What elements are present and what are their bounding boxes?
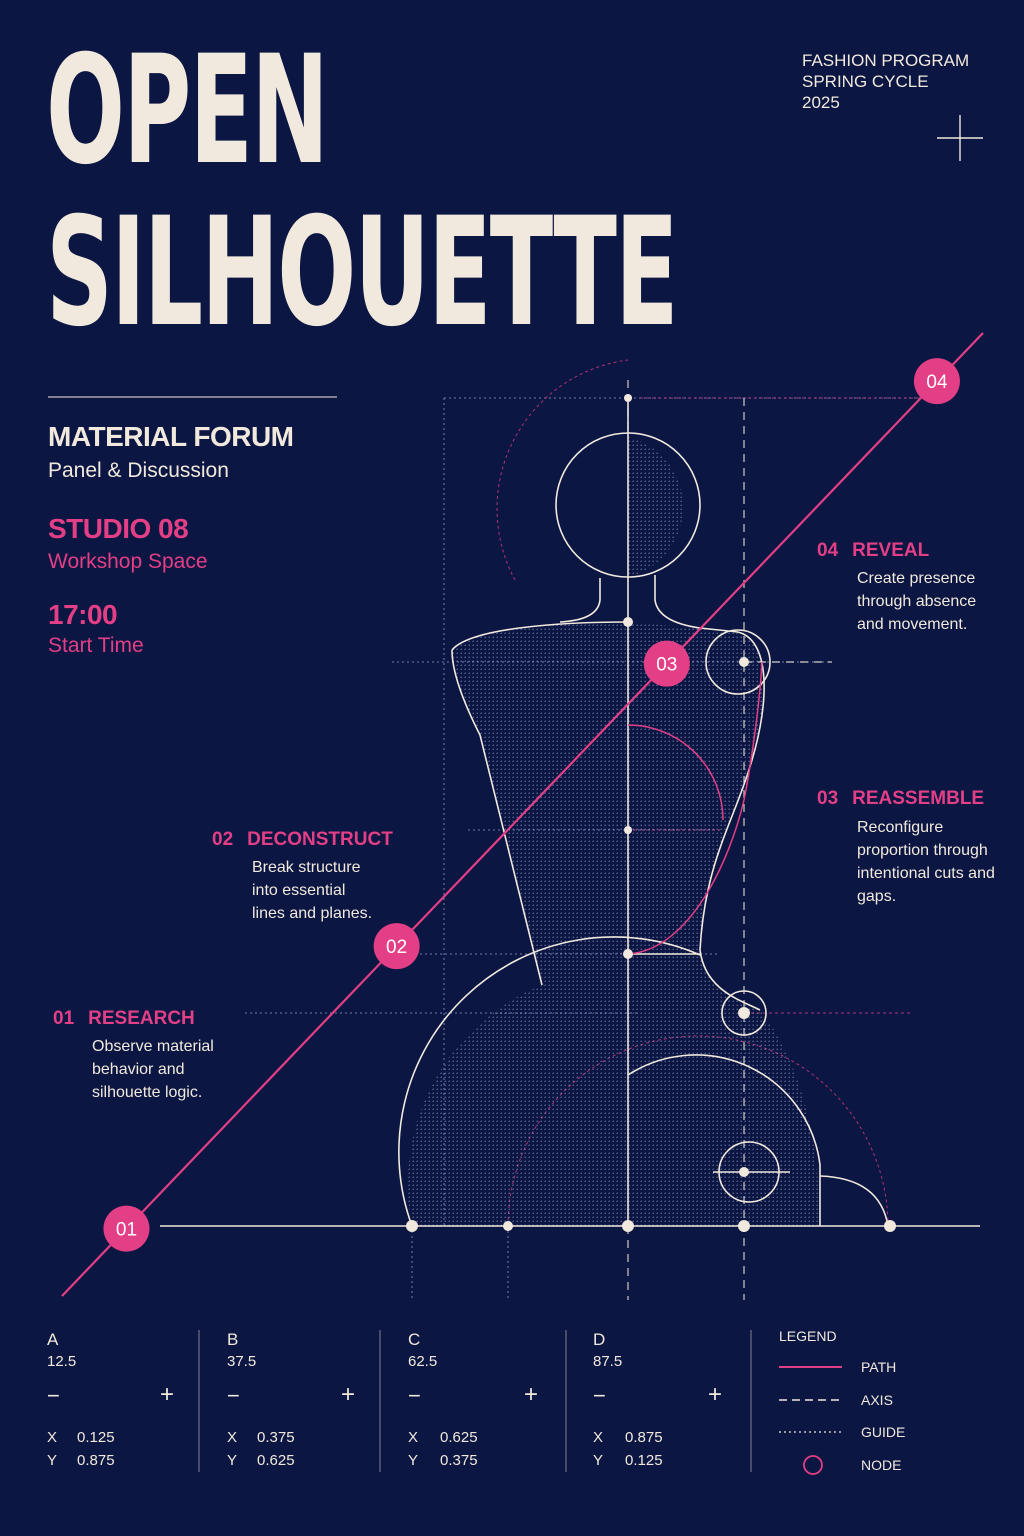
stat-c-y-label: Y [408, 1452, 419, 1469]
step-04-desc: Create presence through absence and movement. [857, 570, 977, 633]
program-line-1: FASHION PROGRAM [802, 51, 970, 70]
step-02-number: 02 [212, 829, 234, 850]
stat-a-x: 0.125 [77, 1429, 115, 1446]
stat-c-label: C [408, 1330, 421, 1349]
step-01-number: 01 [53, 1008, 75, 1029]
stat-b-minus-icon[interactable]: − [227, 1383, 240, 1408]
title-line-1: OPEN [46, 24, 328, 198]
stat-a-value: 12.5 [47, 1353, 77, 1370]
stat-d-x: 0.875 [625, 1429, 663, 1446]
stat-a-y: 0.875 [77, 1452, 115, 1469]
stat-a-y-label: Y [47, 1452, 58, 1469]
legend-item-path: PATH [861, 1359, 897, 1375]
stat-b-y: 0.625 [257, 1452, 295, 1469]
step-03-title [817, 788, 984, 810]
dot-fill [408, 437, 820, 1226]
legend-item-axis: AXIS [861, 1392, 893, 1408]
stat-c-x: 0.625 [440, 1429, 478, 1446]
stat-d-plus-icon[interactable]: + [708, 1381, 723, 1408]
event-venue-sub: Workshop Space [48, 550, 208, 573]
event-venue: STUDIO 08 [48, 513, 189, 544]
legend-item-node: NODE [861, 1457, 902, 1473]
step-03-desc: Reconfigure proportion through intentional cuts and gaps. [857, 819, 995, 905]
stat-b-x: 0.375 [257, 1429, 295, 1446]
step-01-label: RESEARCH [88, 1008, 195, 1029]
stat-b-label: B [227, 1330, 239, 1349]
stat-b-y-label: Y [227, 1452, 238, 1469]
program-line-2: SPRING CYCLE [802, 72, 929, 91]
step-04-title [817, 540, 929, 562]
path-node-label-01: 01 [115, 1219, 138, 1241]
stat-d-x-label: X [593, 1429, 604, 1446]
stat-a-x-label: X [47, 1429, 58, 1446]
stat-c-y: 0.375 [440, 1452, 478, 1469]
stat-d-minus-icon[interactable]: − [593, 1383, 606, 1408]
step-03-number: 03 [817, 788, 839, 809]
stat-b-value: 37.5 [227, 1353, 257, 1370]
step-04-label: REVEAL [852, 540, 930, 561]
stat-b-plus-icon[interactable]: + [341, 1381, 356, 1408]
stat-d-value: 87.5 [593, 1353, 623, 1370]
step-04-number: 04 [817, 540, 839, 561]
stat-d-y: 0.125 [625, 1452, 663, 1469]
legend-symbols [779, 1367, 842, 1474]
stat-dividers [199, 1330, 751, 1472]
stat-d-y-label: Y [593, 1452, 604, 1469]
stat-a-minus-icon[interactable]: − [47, 1383, 60, 1408]
event-time-sub: Start Time [48, 634, 144, 657]
event-subtitle: Panel & Discussion [48, 459, 229, 482]
event-name: MATERIAL FORUM [48, 421, 294, 452]
stat-c-value: 62.5 [408, 1353, 438, 1370]
stat-a-plus-icon[interactable]: + [160, 1381, 175, 1408]
crosshair-icon [937, 115, 983, 161]
step-01-desc: Observe material behavior and silhouette logic. [92, 1038, 214, 1101]
path-node-label-04: 04 [926, 372, 948, 394]
stat-c-plus-icon[interactable]: + [524, 1381, 539, 1408]
title-line-2: SILHOUETTE [46, 186, 677, 360]
path-node-label-03: 03 [656, 654, 678, 676]
stat-d-label: D [593, 1330, 606, 1349]
stat-c-x-label: X [408, 1429, 419, 1446]
step-02-label: DECONSTRUCT [247, 829, 393, 850]
legend-item-guide: GUIDE [861, 1424, 906, 1440]
legend-node-symbol [804, 1456, 822, 1474]
step-03-label: REASSEMBLE [852, 788, 985, 809]
legend-title: LEGEND [779, 1328, 837, 1344]
step-02-desc: Break structure into essential lines and planes. [252, 859, 373, 922]
program-line-3: 2025 [802, 93, 840, 112]
step-02-title [212, 829, 393, 851]
stat-b-x-label: X [227, 1429, 238, 1446]
step-01-title [53, 1008, 195, 1030]
path-node-label-02: 02 [386, 937, 408, 959]
event-time: 17:00 [48, 599, 118, 630]
stat-c-minus-icon[interactable]: − [408, 1383, 421, 1408]
stat-a-label: A [47, 1330, 59, 1349]
